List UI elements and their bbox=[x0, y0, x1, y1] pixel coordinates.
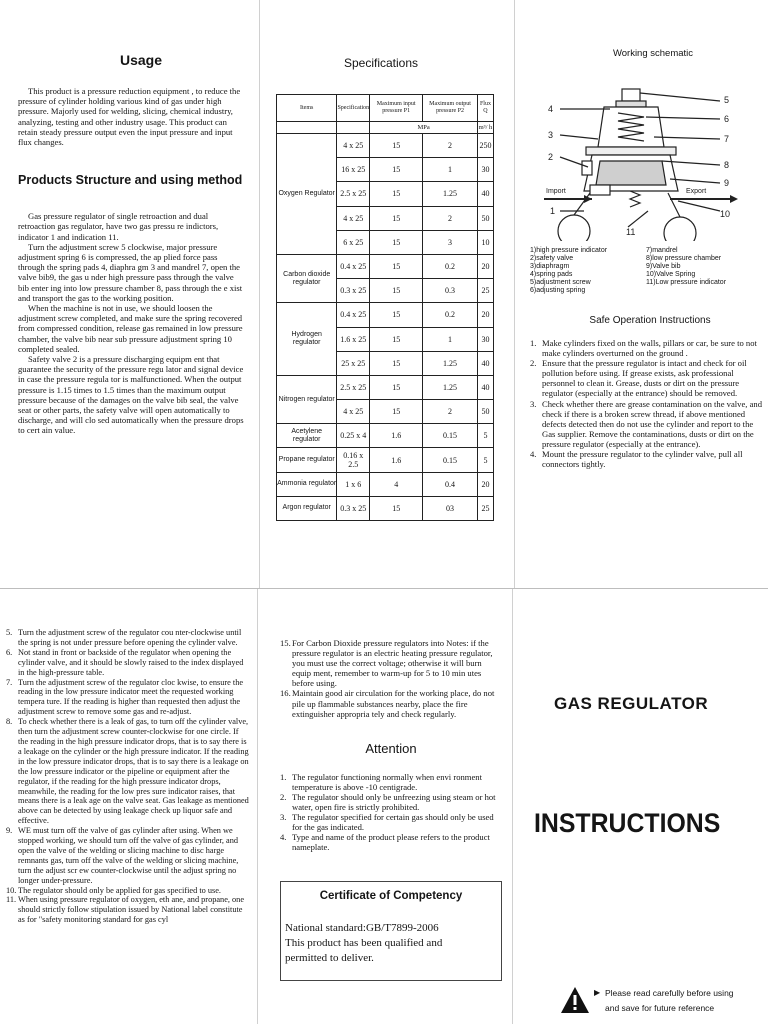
regulator-schematic bbox=[530, 61, 762, 241]
list-number: 2. bbox=[280, 791, 287, 802]
list-item bbox=[6, 826, 250, 885]
schematic-number-5: 5 bbox=[724, 95, 730, 105]
warning-save-reference: and save for future reference bbox=[605, 1003, 715, 1013]
spec-cell: 15 bbox=[370, 496, 423, 520]
spec-header-cell: Specification bbox=[337, 95, 370, 122]
list-item bbox=[280, 832, 502, 852]
safe-operation-list bbox=[530, 338, 762, 469]
schematic-legend-item: 7)mandrel bbox=[646, 247, 678, 254]
spec-gas-name: Nitrogen regulator bbox=[277, 375, 337, 423]
spec-cell: 3 bbox=[423, 230, 478, 254]
schematic-legend-item: 1)high pressure indicator bbox=[530, 247, 608, 254]
spec-cell: 1.25 bbox=[423, 351, 478, 375]
attention-title: Attention bbox=[365, 740, 417, 756]
spec-cell: 15 bbox=[370, 254, 423, 278]
spec-cell: 03 bbox=[423, 496, 478, 520]
cover-panel bbox=[520, 600, 768, 1024]
schematic-legend-item: 2)safety valve bbox=[530, 255, 574, 262]
spec-cell: 4 bbox=[370, 472, 423, 496]
list-number: 1. bbox=[530, 338, 537, 348]
list-item bbox=[6, 628, 250, 648]
list-text: Turn the adjustment screw of the regulator cou nter-clockwise until the spring is not under pressure before opening the cylinder valve. bbox=[18, 628, 242, 647]
spec-cell: 10 bbox=[477, 230, 493, 254]
schematic-legend-item: 9)Valve bib bbox=[646, 263, 681, 270]
spec-row bbox=[277, 496, 494, 520]
list-item bbox=[280, 772, 502, 792]
spec-cell: 0.16 x 2.5 bbox=[337, 448, 370, 472]
schematic-title: Working schematic bbox=[612, 48, 694, 59]
spec-cell: 4 x 25 bbox=[337, 400, 370, 424]
safe-operation-title: Safe Operation Instructions bbox=[589, 315, 711, 326]
fold-line-vertical-2 bbox=[514, 0, 515, 588]
spec-cell: 0.4 bbox=[423, 472, 478, 496]
spec-gas-name: Carbon dioxide regulator bbox=[277, 254, 337, 302]
spec-cell: 0.2 bbox=[423, 303, 478, 327]
schematic-legend-item: 5)adjustment screw bbox=[530, 279, 591, 286]
spec-row bbox=[277, 375, 494, 399]
list-number: 7. bbox=[6, 677, 13, 687]
spec-row bbox=[277, 472, 494, 496]
list-number: 10. bbox=[6, 885, 17, 895]
notes-list bbox=[280, 638, 502, 719]
spec-row bbox=[277, 254, 494, 278]
spec-cell: 2 bbox=[423, 400, 478, 424]
specifications-title: Specifications bbox=[343, 56, 419, 70]
schematic-number-1: 1 bbox=[550, 206, 556, 216]
cover-title-gas-regulator: GAS REGULATOR bbox=[554, 694, 709, 713]
spec-cell: 15 bbox=[370, 303, 423, 327]
list-text: The regulator functioning normally when envi ronment temperature is above -10 centigrade. bbox=[292, 771, 482, 792]
list-text: For Carbon Dioxide pressure regulators into Notes: if the pressure regulator is an electric heating pressure regulator, you must use the correct voltage; otherwise it will burn equip ment, remember to warm-up for 5 to 10 min utes before using. bbox=[292, 638, 493, 689]
schematic-legend-item: 11)Low pressure indicator bbox=[646, 279, 727, 286]
schematic-number-8: 8 bbox=[724, 160, 730, 170]
schematic-legend-item: 4)spring pads bbox=[530, 271, 573, 278]
spec-row bbox=[277, 303, 494, 327]
schematic-import-label: Import bbox=[546, 188, 566, 195]
spec-cell: 40 bbox=[477, 375, 493, 399]
spec-cell: 25 bbox=[477, 279, 493, 303]
spec-cell: 2 bbox=[423, 134, 478, 158]
spec-cell: 15 bbox=[370, 206, 423, 230]
list-item bbox=[530, 399, 762, 449]
specifications-panel bbox=[276, 56, 506, 586]
list-text: To check whether there is a leak of gas, to turn off the cylinder valve, then turn the adjustment screw counter-clockwise for one circle. If the reading in the high pressure indicator drops, that is to say there is a leakage on the cylinder or the high pressure indicator. If the reading in the low pressure indicator drops, that is to say there is a leakage on the low pressure indicator or the pipeline or equipment after the regulator, if the reading for the high pressure indicator drops, meanwhile, the reading for the low pres sure indicator raises, that means there is a leak age on the valve seat. Gas leakage as mentioned above can be detected by using leakage check up liquor safe and effective. bbox=[18, 717, 249, 826]
spec-unit-cell bbox=[337, 122, 370, 134]
spec-cell: 2 bbox=[423, 206, 478, 230]
structure-body bbox=[18, 211, 244, 435]
attention-list bbox=[280, 772, 502, 853]
spec-cell: 50 bbox=[477, 400, 493, 424]
spec-header-cell: Items bbox=[277, 95, 337, 122]
spec-cell: 250 bbox=[477, 134, 493, 158]
schematic-number-6: 6 bbox=[724, 114, 730, 124]
spec-cell: 15 bbox=[370, 400, 423, 424]
spec-gas-name: Ammonia regulator bbox=[277, 472, 337, 496]
list-item bbox=[6, 678, 250, 718]
schematic-legend-item: 8)low pressure chamber bbox=[646, 255, 722, 262]
fold-line-vertical-4 bbox=[512, 589, 513, 1024]
spec-cell: 30 bbox=[477, 327, 493, 351]
schematic-legend-item: 3)diaphragm bbox=[530, 263, 570, 270]
list-item bbox=[530, 358, 762, 398]
spec-cell: 2.5 x 25 bbox=[337, 375, 370, 399]
schematic-number-3: 3 bbox=[548, 130, 554, 140]
spec-unit-cell bbox=[277, 122, 337, 134]
spec-cell: 0.25 x 4 bbox=[337, 424, 370, 448]
continued-instructions-panel bbox=[6, 628, 250, 1024]
spec-cell: 0.15 bbox=[423, 424, 478, 448]
spec-cell: 0.3 x 25 bbox=[337, 279, 370, 303]
specifications-table bbox=[276, 94, 494, 521]
spec-cell: 30 bbox=[477, 158, 493, 182]
spec-gas-name: Propane regulator bbox=[277, 448, 337, 472]
list-text: Check whether there are grease contamination on the valve, and check if there is a broken screw thread, if above mentioned defects detected then do not use the cylinder and report to the Gas supplier. Remove the contaminations, dusts or dirt on the pressure regulator (especially at the entrance). bbox=[542, 398, 762, 449]
schematic-panel bbox=[530, 48, 762, 583]
structure-title: Products Structure and using method bbox=[18, 173, 243, 188]
certificate-deliver: permitted to deliver. bbox=[285, 951, 374, 964]
spec-row bbox=[277, 134, 494, 158]
list-text: The regulator should only be unfreezing using steam or hot water, open fire is strictly prohibited. bbox=[292, 791, 496, 813]
spec-unit-cell: MPa bbox=[370, 122, 478, 134]
list-number: 5. bbox=[6, 628, 13, 637]
spec-cell: 50 bbox=[477, 206, 493, 230]
list-number: 6. bbox=[6, 647, 13, 657]
spec-cell: 15 bbox=[370, 375, 423, 399]
certificate-standard: National standard:GB/T7899-2006 bbox=[285, 921, 439, 934]
spec-cell: 25 x 25 bbox=[337, 351, 370, 375]
list-item bbox=[6, 717, 250, 826]
spec-cell: 15 bbox=[370, 158, 423, 182]
schematic-legend-item bbox=[646, 287, 762, 295]
spec-gas-name: Oxygen Regulator bbox=[277, 134, 337, 255]
spec-cell: 15 bbox=[370, 134, 423, 158]
schematic-number-11: 11 bbox=[626, 227, 636, 237]
list-item bbox=[530, 338, 762, 358]
spec-cell: 1 bbox=[423, 327, 478, 351]
spec-cell: 1.6 bbox=[370, 448, 423, 472]
list-text: WE must turn off the valve of gas cylinder after using. When we stopped working, we should turn off the valve of gas cylinder, and open the valve of the welding or slicing machine to disc harge remnants gas, turn off the valve of the welding or slicing machine, turn the adjust scr ew counter-clockwise until the adjust spring no longer under-pressure. bbox=[18, 826, 239, 885]
spec-row bbox=[277, 424, 494, 448]
usage-text: This product is a pressure reduction equipment , to reduce the pressure of cylinder holding various kind of gas under high pressure. Majorly used for welding, slicing, chemical industry, analyzing, testing and other industry usage. This product can retain steady pressure output even the input pressure and input flux changes. bbox=[18, 86, 241, 148]
list-item bbox=[6, 648, 250, 678]
spec-header-cell: Maximum output pressure P2 bbox=[423, 95, 478, 122]
spec-header-cell: Flux Q bbox=[477, 95, 493, 122]
list-number: 15. bbox=[280, 638, 291, 648]
list-number: 11. bbox=[6, 895, 17, 905]
fold-line-horizontal bbox=[0, 588, 768, 589]
spec-cell: 20 bbox=[477, 254, 493, 278]
warning-notice bbox=[560, 984, 760, 1020]
certificate-title: Certificate of Competency bbox=[319, 889, 463, 902]
certificate-box bbox=[280, 881, 502, 981]
structure-paragraph: Safety valve 2 is a pressure discharging equipm ent that guarantee the security of the pressure regu lator and signal device in case the pressure regula tor is malfunctioned. When the output pressure is 1.15 times to 1.5 times than the maximum output pressure because of the damages on the valve bib seal, the valve seat or other parts, the safety valve will open automatically to discharge, and will clo sed automatically when the pressure drops to cert ain value. bbox=[18, 354, 244, 436]
schematic-number-9: 9 bbox=[724, 178, 730, 188]
spec-cell: 15 bbox=[370, 230, 423, 254]
schematic-number-2: 2 bbox=[548, 152, 554, 162]
schematic-legend-item: 10)Valve Spring bbox=[646, 271, 696, 278]
list-number: 2. bbox=[530, 358, 537, 369]
attention-panel bbox=[280, 638, 502, 1024]
list-text: The regulator should only be applied for gas specified to use. bbox=[18, 885, 221, 895]
spec-header-cell: Maximum input pressure P1 bbox=[370, 95, 423, 122]
spec-cell: 20 bbox=[477, 303, 493, 327]
list-item bbox=[280, 638, 502, 688]
list-number: 3. bbox=[530, 398, 537, 409]
schematic-legend-item: 6)adjusting spring bbox=[530, 287, 586, 294]
warning-triangle-icon bbox=[560, 986, 590, 1014]
spec-row bbox=[277, 448, 494, 472]
fold-line-vertical-1 bbox=[259, 0, 260, 588]
spec-cell: 15 bbox=[370, 182, 423, 206]
list-item bbox=[6, 886, 250, 896]
spec-cell: 15 bbox=[370, 279, 423, 303]
spec-cell: 6 x 25 bbox=[337, 230, 370, 254]
structure-paragraph: Gas pressure regulator of single retroaction and dual retroaction gas regulator, have two gas pressu re indictors, indicator 1 and indication 11. bbox=[18, 211, 219, 242]
spec-cell: 0.3 x 25 bbox=[337, 496, 370, 520]
list-text: Not stand in front or backside of the regulator when opening the cylinder valve, and it should be slowly raised to the index displayed in the high-pressure table. bbox=[18, 647, 244, 677]
cover-title-instructions: INSTRUCTIONS bbox=[534, 808, 721, 838]
arrow-icon: ▶ bbox=[594, 988, 601, 997]
spec-cell: 0.2 bbox=[423, 254, 478, 278]
list-number: 4. bbox=[530, 449, 537, 460]
structure-paragraph: Turn the adjustment screw 5 clockwise, major pressure adjustment spring 6 is compressed, the ap plied force pass through the spring pads 4, diaphra gm 3 and mandrel 7, open the valve bib9, the gas u nder high pressure pass through the valve bib enter ing into low pressure chamber 8, pass through the e xist and transport the gas to the working position. bbox=[18, 241, 243, 303]
spec-gas-name: Argon regulator bbox=[277, 496, 337, 520]
spec-cell: 40 bbox=[477, 351, 493, 375]
list-item bbox=[6, 895, 250, 925]
spec-cell: 1 x 6 bbox=[337, 472, 370, 496]
spec-cell: 1 bbox=[423, 158, 478, 182]
certificate-qualified: This product has been qualified and bbox=[285, 936, 443, 949]
spec-cell: 2.5 x 25 bbox=[337, 182, 370, 206]
list-item bbox=[280, 792, 502, 812]
spec-unit-cell: m³/ h bbox=[477, 122, 493, 134]
list-text: The regulator specified for certain gas should only be used for the gas indicated. bbox=[292, 812, 494, 833]
spec-cell: 0.3 bbox=[423, 279, 478, 303]
spec-cell: 15 bbox=[370, 327, 423, 351]
continued-list bbox=[6, 628, 250, 925]
spec-cell: 15 bbox=[370, 351, 423, 375]
list-number: 16. bbox=[280, 688, 291, 699]
list-number: 4. bbox=[280, 832, 287, 843]
warning-read-carefully: Please read carefully before using bbox=[605, 988, 734, 998]
list-text: Type and name of the product please refers to the product nameplate. bbox=[292, 832, 490, 853]
list-text: Mount the pressure regulator to the cylinder valve, pull all connectors tightly. bbox=[542, 449, 743, 470]
list-item bbox=[280, 812, 502, 832]
spec-cell: 1.25 bbox=[423, 375, 478, 399]
list-number: 9. bbox=[6, 826, 13, 836]
fold-line-vertical-3 bbox=[257, 589, 258, 1024]
spec-cell: 0.4 x 25 bbox=[337, 303, 370, 327]
spec-cell: 0.15 bbox=[423, 448, 478, 472]
spec-cell: 5 bbox=[477, 448, 493, 472]
schematic-export-label: Export bbox=[686, 188, 707, 195]
spec-gas-name: Acetylene regulator bbox=[277, 424, 337, 448]
spec-gas-name: Hydrogen regulator bbox=[277, 303, 337, 376]
list-text: Make cylinders fixed on the walls, pillars or car, be sure to not make cylinders overturned on the ground . bbox=[542, 338, 757, 359]
spec-cell: 40 bbox=[477, 182, 493, 206]
list-text: Ensure that the pressure regulator is intact and check for oil pollution before using. If grease exists, ask professional personnel to clean it. Grease, dusts or dirt on the pressure regulator (especially at the entrance) should be removed. bbox=[542, 358, 747, 399]
list-item bbox=[530, 449, 762, 469]
spec-cell: 1.6 x 25 bbox=[337, 327, 370, 351]
spec-cell: 25 bbox=[477, 496, 493, 520]
usage-title: Usage bbox=[119, 52, 163, 68]
spec-cell: 5 bbox=[477, 424, 493, 448]
structure-paragraph: When the machine is not in use, we should loosen the adjustment screw completed, and make sure the spring recovered from compressed condition, release gas remained in low pressure chamber, the valve bib near sub pressure adjustment spring 10 completed sealed. bbox=[18, 303, 243, 354]
schematic-number-4: 4 bbox=[548, 104, 554, 114]
spec-cell: 20 bbox=[477, 472, 493, 496]
spec-cell: 4 x 25 bbox=[337, 134, 370, 158]
schematic-number-10: 10 bbox=[720, 209, 731, 219]
list-text: When using pressure regulator of oxygen, eth ane, and propane, one should strictly follow stipulation issued by National label constitute as for "safety monitoring standard for gas cyl bbox=[18, 895, 245, 925]
list-number: 8. bbox=[6, 717, 13, 727]
spec-cell: 4 x 25 bbox=[337, 206, 370, 230]
spec-cell: 16 x 25 bbox=[337, 158, 370, 182]
usage-panel bbox=[18, 52, 244, 582]
schematic-legend bbox=[530, 247, 762, 295]
spec-cell: 1.6 bbox=[370, 424, 423, 448]
spec-cell: 0.4 x 25 bbox=[337, 254, 370, 278]
list-number: 3. bbox=[280, 812, 287, 823]
spec-cell: 1.25 bbox=[423, 182, 478, 206]
list-item bbox=[280, 688, 502, 718]
list-text: Turn the adjustment screw of the regulator cloc kwise, to ensure the reading in the low pressure indicator meet the requested working tempera ture. If the reading is higher than requested then adjust the adjustment screw to remove some gas and re-adjust. bbox=[18, 677, 244, 717]
schematic-number-7: 7 bbox=[724, 134, 730, 144]
list-text: Maintain good air circulation for the working place, do not pile up flammable substances nearby, place the fire extinguisher appropria tely and check regularly. bbox=[292, 688, 495, 719]
list-number: 1. bbox=[280, 771, 287, 782]
